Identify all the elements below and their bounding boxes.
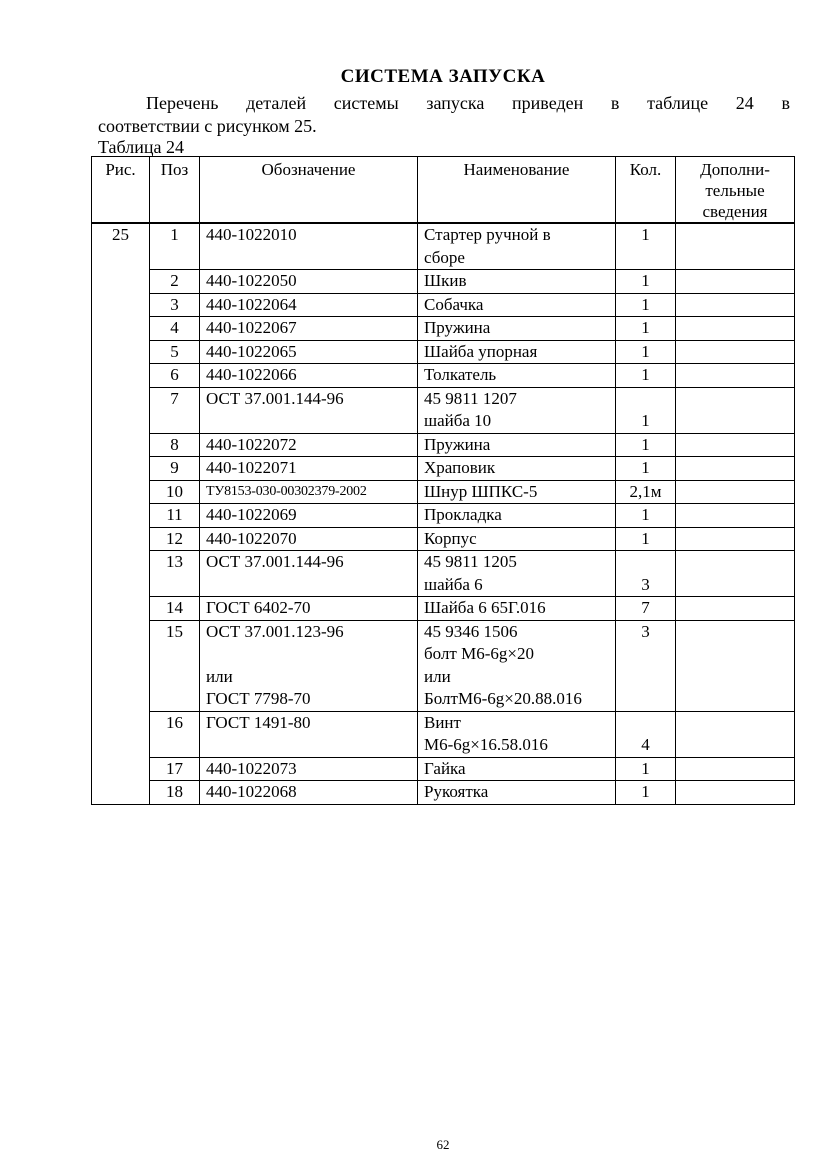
cell-code: 440-1022071 — [200, 457, 418, 481]
cell-extra — [676, 340, 795, 364]
cell-extra — [676, 551, 795, 597]
cell-extra — [676, 781, 795, 805]
cell-code: ОСТ 37.001.123-96 или ГОСТ 7798-70 — [200, 620, 418, 711]
table-row — [92, 340, 795, 364]
cell-extra — [676, 620, 795, 711]
table-caption: Таблица 24 — [98, 137, 184, 157]
cell-code: 440-1022066 — [200, 364, 418, 388]
cell-code: 440-1022050 — [200, 270, 418, 294]
header-fig: Рис. — [92, 157, 150, 224]
cell-pos: 15 — [150, 620, 200, 711]
table-row — [92, 781, 795, 805]
cell-extra — [676, 364, 795, 388]
cell-pos: 9 — [150, 457, 200, 481]
cell-pos: 7 — [150, 387, 200, 433]
cell-figure: 25 — [92, 223, 150, 804]
table-body — [92, 223, 795, 804]
cell-extra — [676, 270, 795, 294]
header-row — [92, 157, 795, 224]
cell-name: 45 9346 1506 болт М6-6g×20 или БолтМ6-6g×20.88.016 — [418, 620, 616, 711]
table-row — [92, 757, 795, 781]
cell-name: Пружина — [418, 317, 616, 341]
header-code: Обозначение — [200, 157, 418, 224]
cell-pos: 16 — [150, 711, 200, 757]
table-row — [92, 364, 795, 388]
cell-pos: 1 — [150, 223, 200, 270]
cell-extra — [676, 711, 795, 757]
cell-qty: 1 — [616, 757, 676, 781]
cell-code: 440-1022064 — [200, 293, 418, 317]
intro-paragraph — [98, 92, 790, 138]
cell-qty: 1 — [616, 270, 676, 294]
cell-name: Толкатель — [418, 364, 616, 388]
cell-name: Корпус — [418, 527, 616, 551]
cell-code: 440-1022065 — [200, 340, 418, 364]
table-row — [92, 387, 795, 433]
table-row — [92, 597, 795, 621]
cell-code: 440-1022069 — [200, 504, 418, 528]
cell-pos: 18 — [150, 781, 200, 805]
cell-name: Стартер ручной в сборе — [418, 223, 616, 270]
page-title: СИСТЕМА ЗАПУСКА — [340, 66, 546, 87]
cell-pos: 14 — [150, 597, 200, 621]
cell-qty: 1 — [616, 293, 676, 317]
header-pos: Поз — [150, 157, 200, 224]
cell-code: 440-1022067 — [200, 317, 418, 341]
cell-qty: 4 — [616, 711, 676, 757]
cell-pos: 2 — [150, 270, 200, 294]
cell-qty: 1 — [616, 317, 676, 341]
cell-qty: 1 — [616, 387, 676, 433]
cell-code: ГОСТ 1491-80 — [200, 711, 418, 757]
page-number: 62 — [436, 1137, 450, 1152]
table-row — [92, 270, 795, 294]
cell-code: 440-1022010 — [200, 223, 418, 270]
table-row — [92, 504, 795, 528]
cell-name: Пружина — [418, 433, 616, 457]
cell-code: 440-1022068 — [200, 781, 418, 805]
cell-name: Шкив — [418, 270, 616, 294]
cell-code: ОСТ 37.001.144-96 — [200, 551, 418, 597]
cell-pos: 11 — [150, 504, 200, 528]
cell-code: 440-1022072 — [200, 433, 418, 457]
table-row — [92, 433, 795, 457]
cell-qty: 1 — [616, 364, 676, 388]
cell-extra — [676, 223, 795, 270]
cell-name: 45 9811 1205 шайба 6 — [418, 551, 616, 597]
cell-extra — [676, 293, 795, 317]
cell-qty: 1 — [616, 433, 676, 457]
cell-name: Шнур ШПКС-5 — [418, 480, 616, 504]
cell-extra — [676, 387, 795, 433]
cell-name: Шайба 6 65Г.016 — [418, 597, 616, 621]
parts-table — [91, 156, 795, 805]
cell-code: 440-1022070 — [200, 527, 418, 551]
cell-extra — [676, 527, 795, 551]
table-row — [92, 293, 795, 317]
header-name: Наименование — [418, 157, 616, 224]
cell-extra — [676, 504, 795, 528]
cell-name: Шайба упорная — [418, 340, 616, 364]
table-row — [92, 317, 795, 341]
cell-extra — [676, 480, 795, 504]
header-extra: Дополни- тельные сведения — [676, 157, 795, 224]
cell-name: Прокладка — [418, 504, 616, 528]
cell-code: 440-1022073 — [200, 757, 418, 781]
cell-pos: 6 — [150, 364, 200, 388]
cell-extra — [676, 433, 795, 457]
cell-qty: 1 — [616, 457, 676, 481]
cell-extra — [676, 757, 795, 781]
table-row — [92, 711, 795, 757]
cell-pos: 5 — [150, 340, 200, 364]
header-qty: Кол. — [616, 157, 676, 224]
cell-name: Рукоятка — [418, 781, 616, 805]
intro-line-1: Перечень деталей системы запуска приведен в таблице 24 в — [146, 93, 790, 113]
cell-pos: 4 — [150, 317, 200, 341]
cell-qty: 1 — [616, 781, 676, 805]
cell-code: ГОСТ 6402-70 — [200, 597, 418, 621]
cell-name: Храповик — [418, 457, 616, 481]
table-row — [92, 620, 795, 711]
cell-extra — [676, 457, 795, 481]
cell-qty: 1 — [616, 223, 676, 270]
cell-qty: 3 — [616, 620, 676, 711]
cell-pos: 8 — [150, 433, 200, 457]
cell-name: Гайка — [418, 757, 616, 781]
cell-pos: 3 — [150, 293, 200, 317]
table-row — [92, 551, 795, 597]
cell-pos: 17 — [150, 757, 200, 781]
cell-qty: 1 — [616, 504, 676, 528]
cell-name: 45 9811 1207 шайба 10 — [418, 387, 616, 433]
cell-name: Винт М6-6g×16.58.016 — [418, 711, 616, 757]
intro-line-2: соответствии с рисунком 25. — [98, 116, 317, 136]
cell-qty: 2,1м — [616, 480, 676, 504]
cell-pos: 13 — [150, 551, 200, 597]
cell-extra — [676, 597, 795, 621]
table-row — [92, 223, 795, 270]
table-header — [92, 157, 795, 224]
cell-extra — [676, 317, 795, 341]
table-row — [92, 527, 795, 551]
cell-pos: 10 — [150, 480, 200, 504]
cell-qty: 3 — [616, 551, 676, 597]
cell-qty: 1 — [616, 527, 676, 551]
cell-name: Собачка — [418, 293, 616, 317]
cell-qty: 7 — [616, 597, 676, 621]
cell-qty: 1 — [616, 340, 676, 364]
cell-pos: 12 — [150, 527, 200, 551]
cell-code: ОСТ 37.001.144-96 — [200, 387, 418, 433]
table-row — [92, 457, 795, 481]
cell-code: ТУ8153-030-00302379-2002 — [200, 480, 418, 504]
table-row — [92, 480, 795, 504]
